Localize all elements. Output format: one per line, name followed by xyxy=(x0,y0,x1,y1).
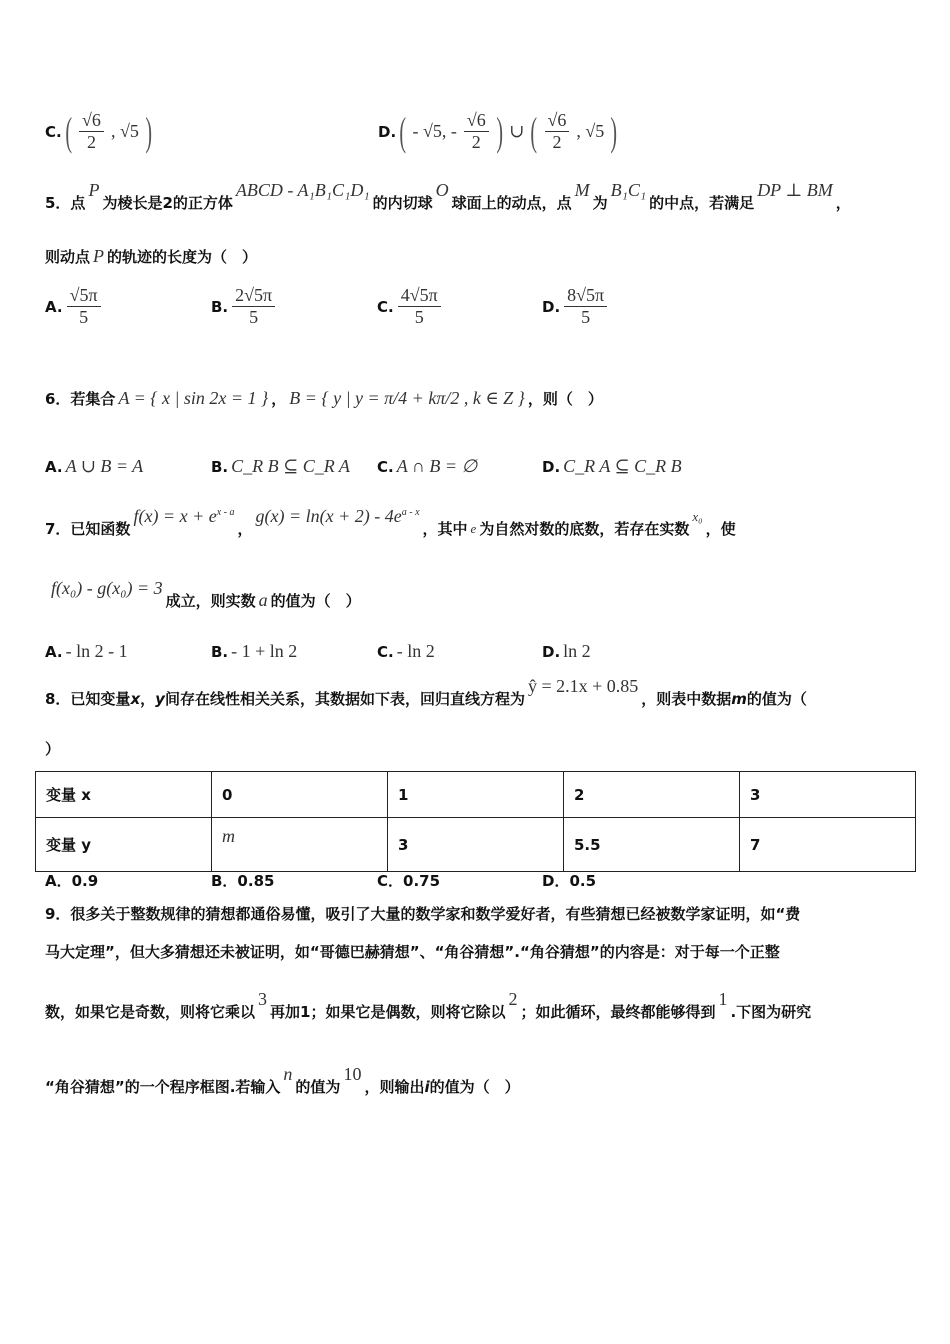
text: 为棱长是2的正方体 xyxy=(102,194,233,212)
q9-line4 xyxy=(45,1064,520,1097)
numerator: √6 xyxy=(79,110,104,132)
paren: ) xyxy=(496,109,503,154)
text: 的内切球 xyxy=(372,194,433,212)
table-row xyxy=(36,818,916,872)
table-cell: 0 xyxy=(212,772,388,818)
text: .下图为研究 xyxy=(730,1003,812,1021)
text: 为自然对数的底数，若存在实数 xyxy=(479,520,690,538)
exponent: a - x xyxy=(401,507,420,518)
text: ， xyxy=(237,520,253,538)
math: n xyxy=(283,1064,293,1084)
text: ，其中 xyxy=(422,520,468,538)
option-label: C. xyxy=(377,297,394,316)
expr: , √5 xyxy=(110,121,139,141)
math: 3 xyxy=(258,989,268,1009)
q6-option-b xyxy=(211,456,353,477)
fraction xyxy=(464,110,489,153)
var: x xyxy=(130,689,141,708)
math: DP ⊥ BM xyxy=(757,180,833,200)
q7-stem xyxy=(45,506,736,539)
math: ŷ = 2.1x + 0.85 xyxy=(527,676,639,696)
q8-option-d: D．0.5 xyxy=(542,872,597,890)
denominator: 2 xyxy=(552,132,562,152)
option-label: A. xyxy=(45,297,63,316)
q8-option-a: A．0.9 xyxy=(45,872,99,890)
g-expr: g(x) = ln(x + 2) - 4e xyxy=(255,506,402,526)
expr: , √5 xyxy=(576,121,605,141)
q5-option-c xyxy=(377,285,445,328)
text: 的值为（ ） xyxy=(429,1078,520,1096)
q7-option-d xyxy=(542,641,594,662)
denominator: 5 xyxy=(249,307,259,327)
table-cell: 3 xyxy=(740,772,916,818)
math: P xyxy=(93,246,105,266)
option-label: D. xyxy=(542,642,561,661)
text: 球面上的动点，点 xyxy=(451,194,572,212)
text: 为 xyxy=(592,194,608,212)
math: B₁C₁ xyxy=(610,180,647,200)
q5-option-b xyxy=(211,285,279,328)
text: ；如此循环，最终都能够得到 xyxy=(520,1003,716,1021)
math: ABCD - A₁B₁C₁D₁ xyxy=(235,180,370,200)
option-label: C. xyxy=(45,122,62,141)
numerator: √6 xyxy=(464,110,489,132)
fraction xyxy=(564,285,607,328)
text: 的值为（ ） xyxy=(270,592,361,610)
math: - 1 + ln 2 xyxy=(231,641,298,661)
numerator: √5π xyxy=(67,285,101,307)
q8-option-c: C．0.75 xyxy=(377,872,441,890)
q8-option-b: B．0.85 xyxy=(211,872,275,890)
union-symbol: ∪ xyxy=(509,121,525,141)
numerator: √6 xyxy=(545,110,570,132)
math: P xyxy=(88,180,100,200)
math xyxy=(256,506,420,527)
option-label: A. xyxy=(45,457,63,476)
text: 6．若集合 xyxy=(45,390,116,408)
text: ，则（ ） xyxy=(527,390,603,408)
fraction xyxy=(232,285,275,328)
math: - ln 2 - 1 xyxy=(65,641,128,661)
q5-stem xyxy=(45,180,851,213)
data-table xyxy=(35,771,916,872)
q5-option-a xyxy=(45,285,105,328)
option-label: B. xyxy=(211,457,229,476)
option-label: D. xyxy=(542,297,561,316)
q5-option-d xyxy=(542,285,611,328)
var: y xyxy=(155,689,165,708)
table-cell: 变量 x xyxy=(36,772,212,818)
table-cell: 7 xyxy=(740,818,916,872)
q9-line1: 9．很多关于整数规律的猜想都通俗易懂，吸引了大量的数学家和数学爱好者，有些猜想已经被数学家证明，如“费 xyxy=(45,905,801,923)
text: ， xyxy=(271,390,287,408)
denominator: 2 xyxy=(86,132,96,152)
text: 8．已知变量 xyxy=(45,690,131,708)
text: 数，如果它是奇数，则将它乘以 xyxy=(45,1003,256,1021)
math: x₀ xyxy=(692,508,703,524)
q8-stem xyxy=(45,676,807,709)
denominator: 5 xyxy=(414,307,424,327)
text: 的轨迹的长度为（ ） xyxy=(107,248,258,266)
text: 7．已知函数 xyxy=(45,520,131,538)
q9-line3 xyxy=(45,989,812,1022)
q8-close xyxy=(45,738,60,759)
q9-line2: 马大定理”，但大多猜想还未被证明，如“哥德巴赫猜想”、“角谷猜想”.“角谷猜想”的内容是：对于每一个正整 xyxy=(45,943,780,961)
math xyxy=(133,506,234,527)
table-row xyxy=(36,772,916,818)
text: 再加1；如果它是偶数，则将它除以 xyxy=(270,1003,506,1021)
text: 的值为 xyxy=(295,1078,341,1096)
denominator: 5 xyxy=(79,307,89,327)
math: - ln 2 xyxy=(396,641,435,661)
fraction xyxy=(79,110,104,153)
math: B = { y | y = π/4 + kπ/2 , k ∈ Z } xyxy=(289,388,525,408)
exponent: x - a xyxy=(216,507,235,518)
table-cell: 2 xyxy=(564,772,740,818)
option-label: C. xyxy=(377,457,394,476)
paren: ( xyxy=(65,109,72,154)
text: 成立，则实数 xyxy=(165,592,256,610)
math: a xyxy=(258,590,268,610)
paren: ( xyxy=(530,109,538,154)
q6-option-c xyxy=(377,456,480,477)
table-cell: 3 xyxy=(388,818,564,872)
math: f(x₀) - g(x₀) = 3 xyxy=(51,578,163,598)
numerator: 4√5π xyxy=(398,285,441,307)
math: A = { x | sin 2x = 1 } xyxy=(118,388,269,408)
text: 间存在线性相关关系，其数据如下表，回归直线方程为 xyxy=(164,690,525,708)
option-label: D. xyxy=(542,457,561,476)
table-cell: m xyxy=(212,818,388,872)
q6-option-d xyxy=(542,456,685,477)
q7-option-c xyxy=(377,641,438,662)
q6-stem xyxy=(45,388,603,409)
paren: ) xyxy=(145,109,152,154)
text: ，使 xyxy=(705,520,736,538)
table-cell: 变量 y xyxy=(36,818,212,872)
math: ln 2 xyxy=(563,641,591,661)
text: 的值为（ xyxy=(746,690,807,708)
fraction xyxy=(398,285,441,328)
table-cell: 5.5 xyxy=(564,818,740,872)
math: 2 xyxy=(508,989,518,1009)
var: i xyxy=(424,1077,430,1096)
text: ，则表中数据 xyxy=(641,690,732,708)
math: A ∪ B = A xyxy=(65,456,144,476)
q5-stem-line2 xyxy=(45,246,257,267)
math: O xyxy=(435,180,449,200)
math: e xyxy=(470,520,477,536)
option-label: D. xyxy=(378,122,397,141)
fraction xyxy=(545,110,570,153)
math: 1 xyxy=(718,989,728,1009)
denominator: 2 xyxy=(471,132,481,152)
numerator: 8√5π xyxy=(564,285,607,307)
table-cell: 1 xyxy=(388,772,564,818)
text: ， xyxy=(140,690,156,708)
q6-option-a xyxy=(45,456,146,477)
text: “角谷猜想”的一个程序框图.若输入 xyxy=(45,1078,281,1096)
var: m xyxy=(731,689,747,708)
option-label: C. xyxy=(377,642,394,661)
text: 5．点 xyxy=(45,194,86,212)
paren: ( xyxy=(399,109,407,154)
math: M xyxy=(574,180,590,200)
f-expr: f(x) = x + e xyxy=(133,506,217,526)
option-label: B. xyxy=(211,297,229,316)
text: ， xyxy=(835,194,851,212)
text: ） xyxy=(45,740,61,758)
fraction xyxy=(67,285,101,328)
option-label: B. xyxy=(211,642,229,661)
expr: - √5, - xyxy=(412,121,457,141)
denominator: 5 xyxy=(581,307,591,327)
text: 的中点，若满足 xyxy=(649,194,755,212)
q7-stem-line2 xyxy=(48,578,361,611)
numerator: 2√5π xyxy=(232,285,275,307)
paren: ) xyxy=(610,109,618,154)
text: ，则输出 xyxy=(364,1078,425,1096)
math: C_R A ⊆ C_R B xyxy=(563,456,682,476)
math: A ∩ B = ∅ xyxy=(396,456,478,476)
math: 10 xyxy=(343,1064,362,1084)
q7-option-a xyxy=(45,641,131,662)
option-label: A. xyxy=(45,642,63,661)
math: C_R B ⊆ C_R A xyxy=(231,456,350,476)
q4-option-c xyxy=(45,108,155,155)
q7-option-b xyxy=(211,641,300,662)
q4-option-d xyxy=(378,108,621,155)
text: 则动点 xyxy=(45,248,91,266)
